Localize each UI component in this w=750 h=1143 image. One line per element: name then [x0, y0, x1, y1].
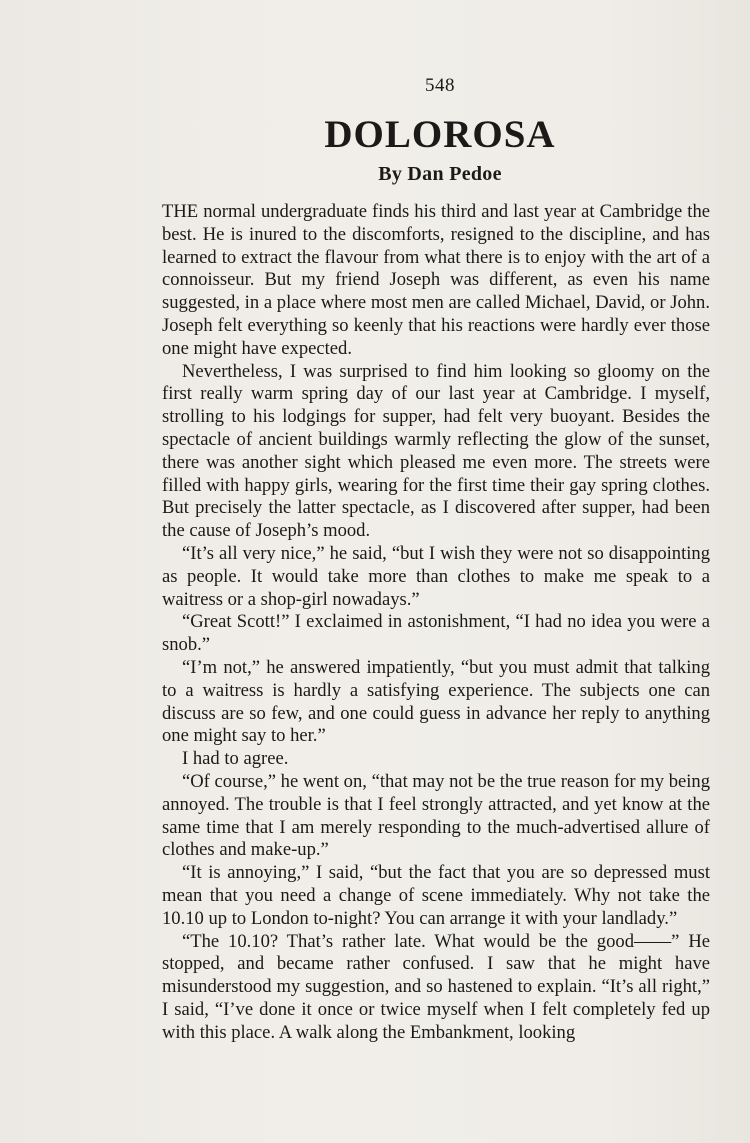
paragraph: I had to agree. [182, 748, 289, 770]
paragraph: “I’m not,” he answered impatiently, “but you must admit that talking to a waitress is hardly a satisfying experience. The subjects one can discuss are so few, and one could guess in advance her reply to anything one might say to her.” [162, 656, 710, 747]
story-title: DOLOROSA [324, 113, 556, 156]
paragraph: “Great Scott!” I exclaimed in astonishment, “I had no idea you were a snob.” [162, 611, 710, 656]
paragraph: “The 10.10? That’s rather late. What would be the good——” He stopped, and became rather confused. I saw that he might have misunderstood my suggestion, and so hastened to explain. “It’s all right,” I said, “I’ve done it once or twice myself when I felt completely fed up with this place. A walk along the Embankment, looking [162, 930, 710, 1043]
page-number: 548 [425, 75, 455, 96]
paragraph: THE normal undergraduate finds his third and last year at Cambridge the best. He is inured to the discomforts, resigned to the discipline, and has learned to extract the flavour from what there is to enjoy with the art of a connoisseur. But my friend Joseph was different, as even his name suggested, in a place where most men are called Michael, David, or John. Joseph felt everything so keenly that his reactions were hardly ever those one might have expected. [162, 201, 710, 359]
paragraph: “It is annoying,” I said, “but the fact that you are so depressed must mean that you need a change of scene immediately. Why not take the 10.10 up to London to-night? You can arrange it with your landlady.” [162, 862, 710, 929]
author-byline: By Dan Pedoe [378, 163, 502, 185]
paragraph: Nevertheless, I was surprised to find him looking so gloomy on the first really warm spring day of our last year at Cambridge. I myself, strolling to his lodgings for supper, had felt very buoyant. Besides the spectacle of ancient buildings warmly reflecting the glow of the sunset, there was another sight which pleased me even more. The streets were filled with happy girls, wearing for the first time their gay spring clothes. But precisely the latter spectacle, as I discovered after supper, had been the cause of Joseph’s mood. [162, 360, 710, 542]
paragraph: “It’s all very nice,” he said, “but I wish they were not so disappointing as people. It would take more than clothes to make me speak to a waitress or a shop-girl nowadays.” [162, 542, 710, 610]
story-body [162, 201, 710, 1044]
paragraph: “Of course,” he went on, “that may not be the true reason for my being annoyed. The trouble is that I feel strongly attracted, and yet know at the same time that I am merely responding to the much-advertised allure of clothes and make-up.” [162, 770, 710, 861]
